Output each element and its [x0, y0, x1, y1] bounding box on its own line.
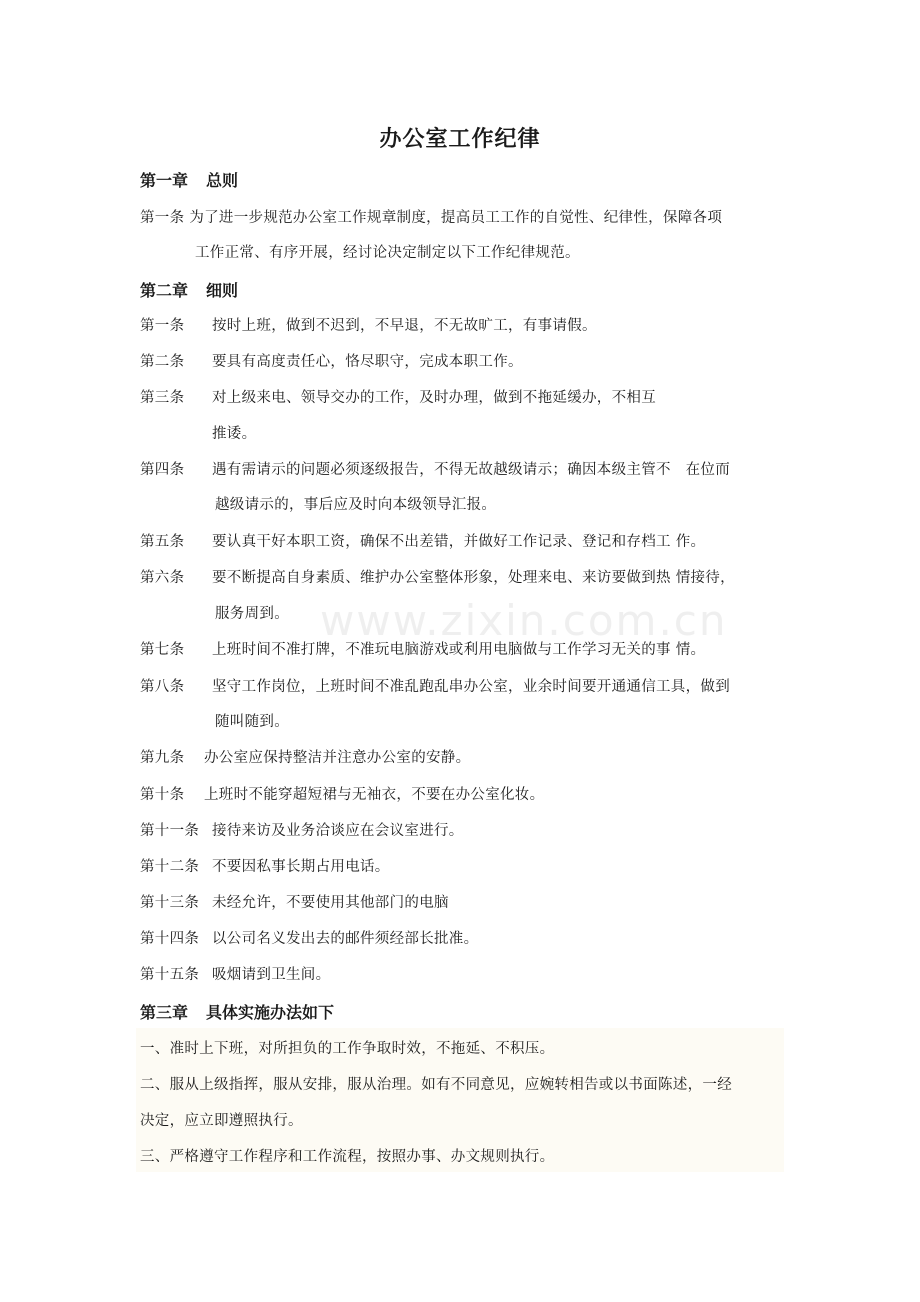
- document-title: 办公室工作纪律: [379, 127, 541, 152]
- article-line: [140, 963, 330, 984]
- article-line: [140, 855, 390, 876]
- measure-item: 三、严格遵守工作程序和工作流程，按照办事、办文规则执行。: [140, 1149, 555, 1165]
- chapter-number: 第二章: [140, 281, 189, 300]
- article-label: 第九条: [140, 750, 185, 766]
- article-label: 第一条: [140, 318, 185, 334]
- article-label: 第一条: [140, 210, 185, 226]
- measure-item: 二、服从上级指挥，服从安排，服从治理。如有不同意见，应婉转相告或以书面陈述，一经: [140, 1077, 732, 1093]
- chapter-number: 第一章: [140, 171, 189, 190]
- article-text: 按时上班，做到不迟到，不早退，不无故旷工，有事请假。: [212, 318, 597, 334]
- article-label: 第八条: [140, 679, 185, 695]
- chapter-1-heading: [140, 168, 238, 191]
- watermark: www.zixin.com.cn: [320, 596, 728, 645]
- article-label: 第二条: [140, 354, 185, 370]
- article-text: 为了进一步规范办公室工作规章制度，提高员工工作的自觉性、纪律性，保障各项: [189, 210, 723, 226]
- article-text: 接待来访及业务洽谈应在会议室进行。: [212, 823, 464, 839]
- article-line: [140, 314, 597, 335]
- article-text: 上班时间不准打牌，不准玩电脑游戏或利用电脑做与工作学习无关的事 情。: [212, 642, 706, 658]
- chapter-3-heading: [140, 1000, 334, 1023]
- article-label: 第六条: [140, 570, 185, 586]
- article-label: 第四条: [140, 462, 185, 478]
- chapter-name: 总则: [206, 171, 239, 190]
- article-continuation: 推诿。: [212, 426, 257, 442]
- article-text: 要具有高度责任心，恪尽职守，完成本职工作。: [212, 354, 523, 370]
- article-text: 办公室应保持整洁并注意办公室的安静。: [204, 750, 471, 766]
- article-continuation: 工作正常、有序开展，经讨论决定制定以下工作纪律规范。: [195, 245, 580, 261]
- article-line: [140, 638, 705, 659]
- article-text: 要认真干好本职工资，确保不出差错，并做好工作记录、登记和存档工 作。: [212, 534, 706, 550]
- article-line: [140, 530, 705, 551]
- article-continuation: 随叫随到。: [215, 714, 289, 730]
- chapter-number: 第三章: [140, 1003, 189, 1022]
- article-label: 第十条: [140, 787, 185, 803]
- article-text: 以公司名义发出去的邮件须经部长批准。: [212, 931, 479, 947]
- article-line: [140, 746, 470, 767]
- article-text: 吸烟请到卫生间。: [212, 967, 331, 983]
- article-line: [140, 350, 523, 371]
- measure-item-continuation: 决定，应立即遵照执行。: [140, 1113, 303, 1129]
- chapter-name: 细则: [206, 281, 239, 300]
- article-line: [140, 927, 478, 948]
- article-text: 坚守工作岗位，上班时间不准乱跑乱串办公室，业余时间要开通通信工具，做到: [212, 679, 730, 695]
- article-line: [140, 206, 722, 227]
- article-label: 第十四条: [140, 931, 200, 947]
- article-line: [140, 783, 544, 804]
- article-label: 第五条: [140, 534, 185, 550]
- article-label: 第十三条: [140, 895, 200, 911]
- article-line: [140, 566, 735, 587]
- article-text: 不要因私事长期占用电话。: [212, 859, 390, 875]
- article-label: 第七条: [140, 642, 185, 658]
- chapter-2-heading: [140, 278, 238, 301]
- article-text: 对上级来电、领导交办的工作，及时办理，做到不拖延缓办，不相互: [212, 390, 656, 406]
- article-line: [140, 675, 730, 696]
- measure-item: 一、准时上下班，对所担负的工作争取时效，不拖延、不积压。: [140, 1041, 555, 1057]
- article-text: 遇有需请示的问题必须逐级报告，不得无故越级请示；确因本级主管不 在位而: [212, 462, 730, 478]
- article-label: 第十二条: [140, 859, 200, 875]
- article-label: 第十五条: [140, 967, 200, 983]
- article-continuation: 服务周到。: [215, 606, 289, 622]
- article-text: 上班时不能穿超短裙与无袖衣，不要在办公室化妆。: [204, 787, 545, 803]
- article-text: 未经允许，不要使用其他部门的电脑: [212, 895, 449, 911]
- chapter-name: 具体实施办法如下: [206, 1003, 335, 1022]
- article-continuation: 越级请示的，事后应及时向本级领导汇报。: [215, 497, 497, 513]
- article-line: [140, 386, 656, 407]
- article-line: [140, 458, 730, 479]
- article-label: 第十一条: [140, 823, 200, 839]
- article-text: 要不断提高自身素质、维护办公室整体形象，处理来电、来访要做到热 情接待，: [212, 570, 735, 586]
- article-line: [140, 891, 449, 912]
- article-label: 第三条: [140, 390, 185, 406]
- article-line: [140, 819, 464, 840]
